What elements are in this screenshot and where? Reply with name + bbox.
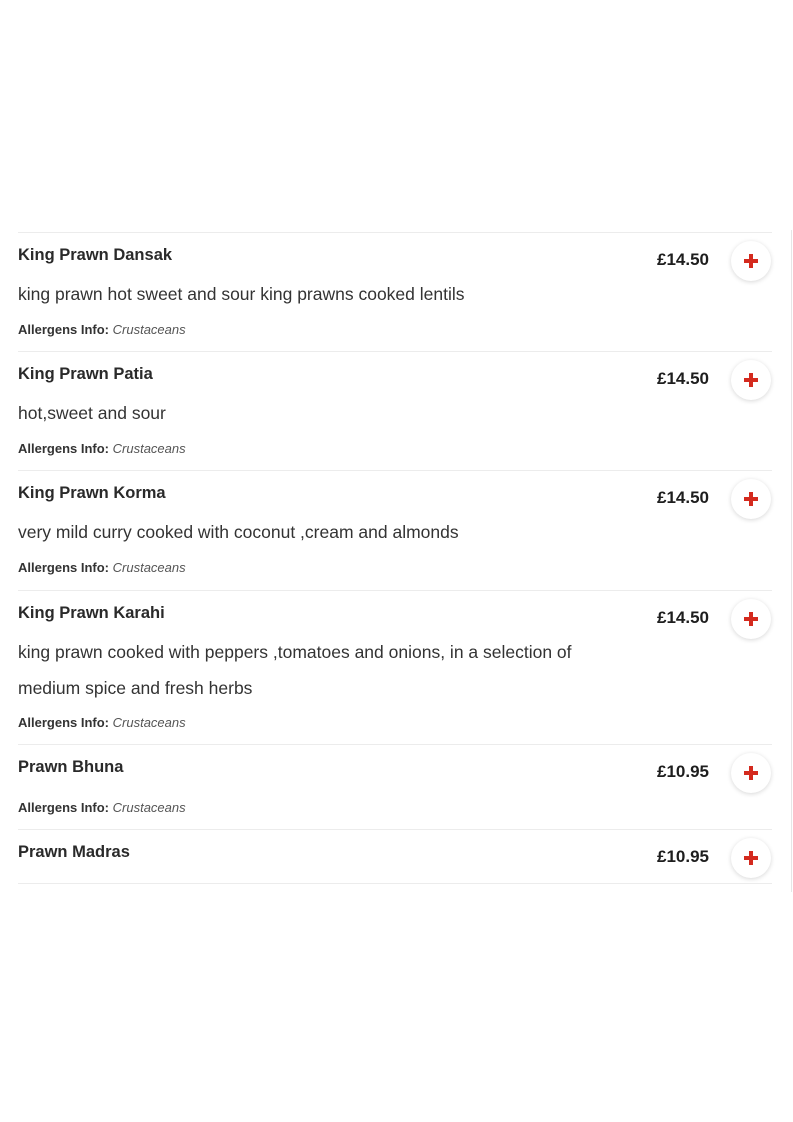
allergens-label: Allergens Info: [18,800,110,815]
item-price: £14.50 [657,250,709,269]
add-item-button[interactable] [731,753,771,793]
item-name: King Prawn Korma [18,484,166,502]
item-allergens [18,322,186,337]
allergens-value: Crustaceans [112,322,186,337]
item-allergens [18,800,186,815]
add-item-button[interactable] [731,241,771,281]
item-description: hot,sweet and sour [18,403,166,423]
menu-section [0,230,792,892]
menu-item [18,590,772,745]
allergens-label: Allergens Info: [18,441,110,456]
item-name: King Prawn Karahi [18,604,165,622]
item-allergens [18,560,186,575]
item-price: £14.50 [657,488,709,507]
menu-item [18,351,772,471]
allergens-value: Crustaceans [112,441,186,456]
add-item-button[interactable] [731,479,771,519]
plus-icon [743,850,759,866]
plus-icon [743,372,759,388]
item-name: King Prawn Dansak [18,246,173,264]
menu-item [18,232,772,352]
item-price: £14.50 [657,369,709,388]
item-price: £10.95 [657,762,709,781]
item-name: Prawn Bhuna [18,758,124,776]
item-price: £10.95 [657,847,709,866]
divider [18,883,772,884]
menu-item [18,744,772,830]
item-description: king prawn cooked with peppers ,tomatoes and onions, in a selection of medium spice and fresh herbs [18,642,572,698]
plus-icon [743,765,759,781]
plus-icon [743,253,759,269]
add-item-button[interactable] [731,838,771,878]
add-item-button[interactable] [731,599,771,639]
menu-item [18,829,772,884]
allergens-value: Crustaceans [112,560,186,575]
item-allergens [18,441,186,456]
item-name: King Prawn Patia [18,365,153,383]
allergens-label: Allergens Info: [18,715,110,730]
menu-item [18,470,772,591]
item-name: Prawn Madras [18,843,130,861]
allergens-value: Crustaceans [112,715,186,730]
item-price: £14.50 [657,608,709,627]
add-item-button[interactable] [731,360,771,400]
plus-icon [743,611,759,627]
allergens-label: Allergens Info: [18,560,110,575]
allergens-value: Crustaceans [112,800,186,815]
item-description: king prawn hot sweet and sour king prawns cooked lentils [18,284,465,304]
plus-icon [743,491,759,507]
item-allergens [18,715,186,730]
item-description: very mild curry cooked with coconut ,cream and almonds [18,522,459,542]
allergens-label: Allergens Info: [18,322,110,337]
